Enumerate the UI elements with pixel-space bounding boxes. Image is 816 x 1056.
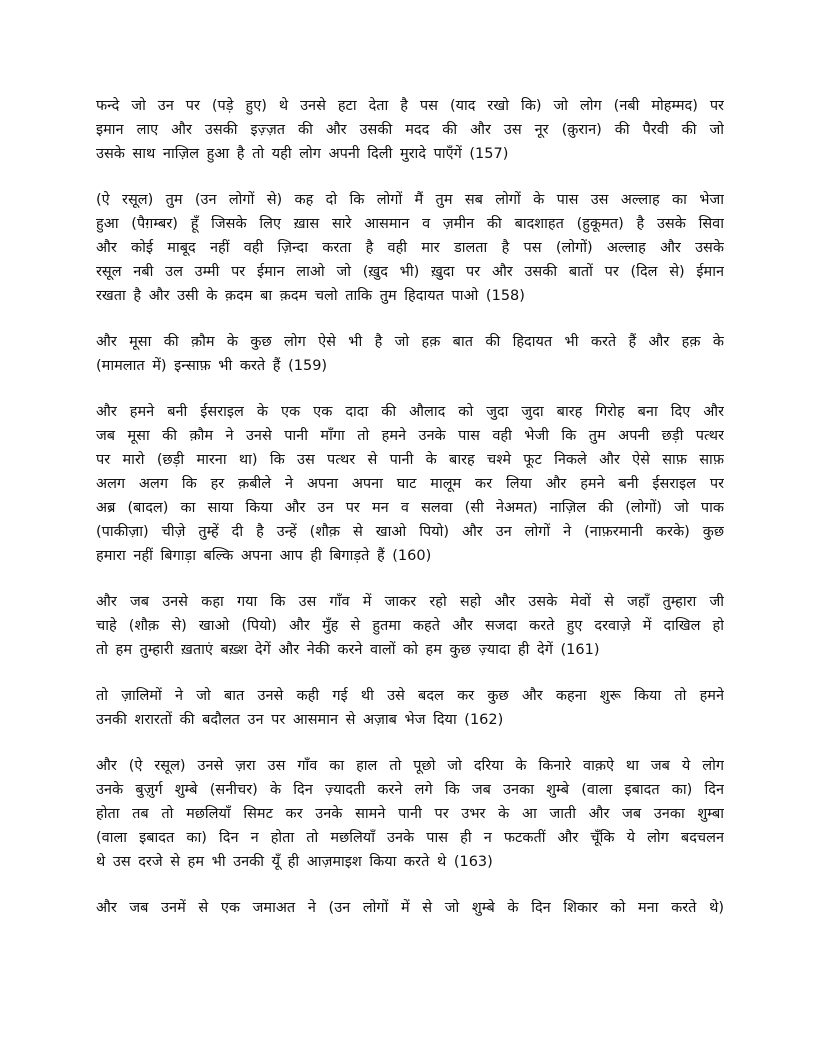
text-line: थे उस दरजे से हम भी उनकी यूँ ही आज़माइश किया करते थे (163) — [96, 854, 493, 870]
paragraph-159 — [96, 330, 724, 378]
text-line: फन्दे जो उन पर (पड़े हुए) थे उनसे हटा देता है पस (याद रखो कि) जो लोग (नबी मोहम्मद) पर — [96, 98, 724, 114]
paragraph-161 — [96, 590, 724, 662]
text-line: होता तब तो मछलियाँ सिमट कर उनके सामने पानी पर उभर के आ जाती और जब उनका शुम्बा — [96, 806, 724, 822]
paragraph-164-start — [96, 896, 724, 920]
text-line: रखता है और उसी के क़दम बा क़दम चलो ताकि तुम हिदायत पाओ (158) — [96, 288, 525, 304]
document-page — [96, 94, 724, 942]
text-line: उनके बुज़ुर्ग शुम्बे (सनीचर) के दिन ज़्यादती करने लगे कि जब उनका शुम्बे (वाला इबादत का) दिन — [96, 782, 724, 798]
paragraph-157 — [96, 94, 724, 166]
text-line: और हमने बनी ईसराइल के एक एक दादा की औलाद को जुदा जुदा बारह गिरोह बना दिए और — [96, 404, 724, 420]
text-line: उनकी शरारतों की बदौलत उन पर आसमान से अज़ाब भेज दिया (162) — [96, 712, 504, 728]
text-line: और कोई माबूद नहीं वही ज़िन्दा करता है वही मार डालता है पस (लोगों) अल्लाह और उसके — [96, 240, 724, 256]
text-line: रसूल नबी उल उम्मी पर ईमान लाओ जो (ख़ुद भी) ख़ुदा पर और उसकी बातों पर (दिल से) ईमान — [96, 264, 724, 280]
text-line: (ऐ रसूल) तुम (उन लोगों से) कह दो कि लोगों मैं तुम सब लोगों के पास उस अल्लाह का भेजा — [96, 192, 724, 208]
text-line: जब मूसा की क़ौम ने उनसे पानी माँगा तो हमने उनके पास वही भेजी कि तुम अपनी छड़ी पत्थर — [96, 428, 724, 444]
text-line: अब्र (बादल) का साया किया और उन पर मन व सलवा (सी नेअमत) नाज़िल की (लोगों) जो पाक — [96, 500, 724, 516]
paragraph-160 — [96, 400, 724, 568]
paragraph-158 — [96, 188, 724, 308]
text-line: हुआ (पैग़म्बर) हूँ जिसके लिए ख़ास सारे आसमान व ज़मीन की बादशाहत (हुकूमत) है उसके सिवा — [96, 216, 724, 232]
paragraph-162 — [96, 684, 724, 732]
text-line: अलग अलग कि हर क़बीले ने अपना अपना घाट मालूम कर लिया और हमने बनी ईसराइल पर — [96, 476, 724, 492]
text-line: (मामलात में) इन्साफ़ भी करते हैं (159) — [96, 358, 328, 374]
text-line: तो हम तुम्हारी ख़ताएं बख़्श देगें और नेकी करने वालों को हम कुछ ज़्यादा ही देगें (161) — [96, 642, 600, 658]
text-line: तो ज़ालिमों ने जो बात उनसे कही गई थी उसे बदल कर कुछ और कहना शुरू किया तो हमने — [96, 688, 724, 704]
text-line: और (ऐ रसूल) उनसे ज़रा उस गाँव का हाल तो पूछो जो दरिया के किनारे वाक़ऐ था जब ये लोग — [96, 758, 724, 774]
text-line: और मूसा की क़ौम के कुछ लोग ऐसे भी है जो हक़ बात की हिदायत भी करते हैं और हक़ के — [96, 334, 724, 350]
text-line: और जब उनसे कहा गया कि उस गाँव में जाकर रहो सहो और उसके मेवों से जहाँ तुम्हारा जी — [96, 594, 724, 610]
text-line: हमारा नहीं बिगाड़ा बल्कि अपना आप ही बिगाड़ते हैं (160) — [96, 548, 432, 564]
text-line: (पाकीज़ा) चीज़े तुम्हें दी है उन्हें (शौक़ से खाओ पियो) और उन लोगों ने (नाफ़रमानी करके) कुछ — [96, 524, 724, 540]
text-line: इमान लाए और उसकी इज़्ज़त की और उसकी मदद की और उस नूर (क़ुरान) की पैरवी की जो — [96, 122, 724, 138]
paragraph-163 — [96, 754, 724, 874]
text-line: पर मारो (छड़ी मारना था) कि उस पत्थर से पानी के बारह चश्मे फूट निकले और ऐसे साफ़ साफ़ — [96, 452, 724, 468]
text-line: (वाला इबादत का) दिन न होता तो मछलियाँ उनके पास ही न फटकतीं और चूँकि ये लोग बदचलन — [96, 830, 724, 846]
text-line: और जब उनमें से एक जमाअत ने (उन लोगों में से जो शुम्बे के दिन शिकार को मना करते थे) — [96, 900, 724, 916]
text-line: चाहे (शौक़ से) खाओ (पियो) और मुँह से हुतमा कहते और सजदा करते हुए दरवाजे़ में दाखिल हो — [96, 618, 724, 634]
text-line: उसके साथ नाज़िल हुआ है तो यही लोग अपनी दिली मुरादे पाएँगें (157) — [96, 146, 509, 162]
